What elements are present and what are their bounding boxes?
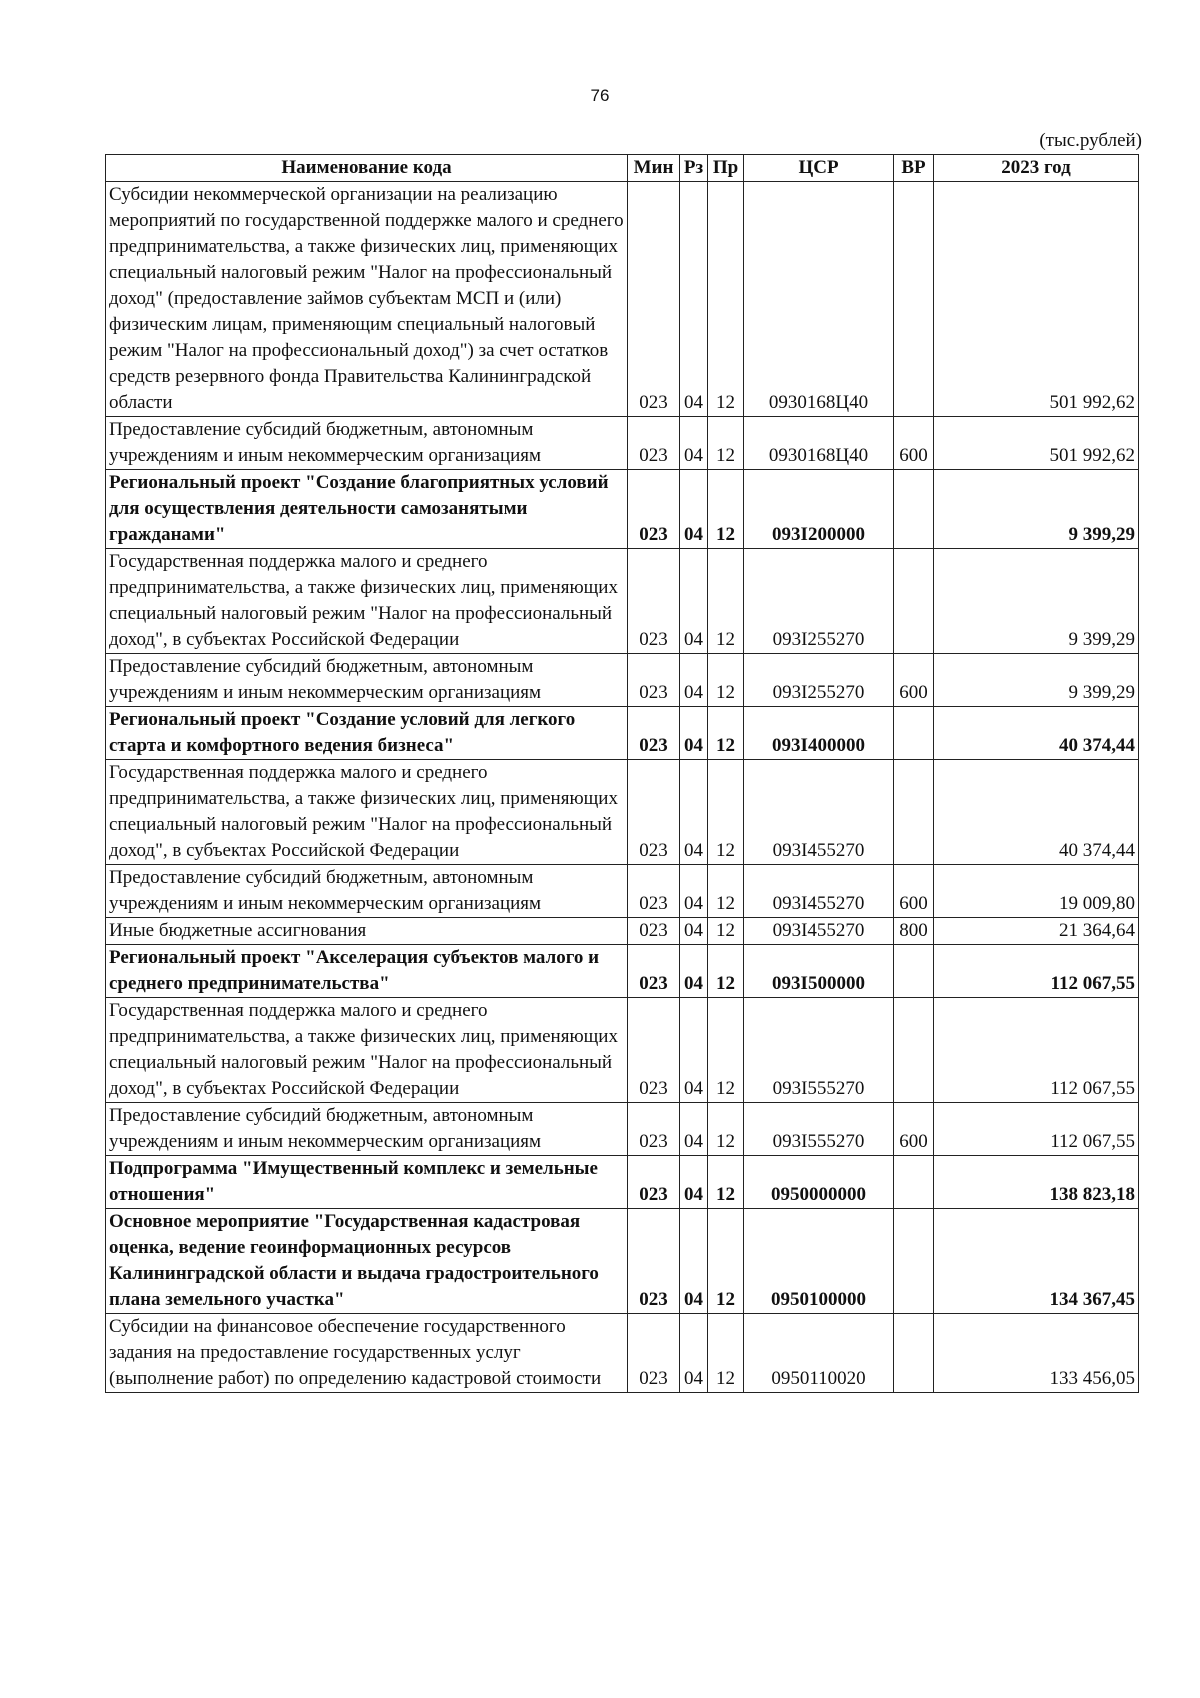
row-rz: 04 [680, 549, 708, 654]
row-csr: 0930168Ц40 [744, 182, 894, 417]
table-row [106, 549, 1139, 654]
row-pr: 12 [708, 945, 744, 998]
row-csr: 0950110020 [744, 1314, 894, 1393]
row-vr [894, 182, 934, 417]
row-vr [894, 470, 934, 549]
row-name: Региональный проект "Создание благоприятных условий для осуществления деятельности самозанятыми гражданами" [106, 470, 628, 549]
row-amount: 9 399,29 [934, 470, 1139, 549]
table-body [106, 182, 1139, 1393]
row-amount: 19 009,80 [934, 865, 1139, 918]
row-vr: 600 [894, 1103, 934, 1156]
row-amount: 501 992,62 [934, 417, 1139, 470]
row-vr [894, 1209, 934, 1314]
row-rz: 04 [680, 470, 708, 549]
row-min: 023 [628, 865, 680, 918]
row-pr: 12 [708, 1314, 744, 1393]
row-vr: 600 [894, 417, 934, 470]
table-row [106, 1103, 1139, 1156]
table-row [106, 918, 1139, 945]
row-pr: 12 [708, 760, 744, 865]
row-vr [894, 760, 934, 865]
row-vr [894, 1314, 934, 1393]
row-name: Предоставление субсидий бюджетным, автономным учреждениям и иным некоммерческим организациям [106, 417, 628, 470]
row-amount: 133 456,05 [934, 1314, 1139, 1393]
row-pr: 12 [708, 865, 744, 918]
header-name: Наименование кода [106, 155, 628, 182]
row-csr: 093I500000 [744, 945, 894, 998]
row-rz: 04 [680, 182, 708, 417]
row-pr: 12 [708, 1103, 744, 1156]
row-csr: 0930168Ц40 [744, 417, 894, 470]
row-amount: 9 399,29 [934, 654, 1139, 707]
row-name: Государственная поддержка малого и среднего предпринимательства, а также физических лиц, применяющих специальный налоговый режим "Налог на профессиональный доход", в субъектах Российской Федерации [106, 549, 628, 654]
table-row [106, 998, 1139, 1103]
row-pr: 12 [708, 707, 744, 760]
table-row [106, 182, 1139, 417]
row-name: Субсидии на финансовое обеспечение государственного задания на предоставление государственных услуг (выполнение работ) по определению кадастровой стоимости [106, 1314, 628, 1393]
row-csr: 093I555270 [744, 1103, 894, 1156]
table-row [106, 1156, 1139, 1209]
row-vr: 600 [894, 865, 934, 918]
row-csr: 0950000000 [744, 1156, 894, 1209]
row-min: 023 [628, 1209, 680, 1314]
row-vr [894, 945, 934, 998]
header-csr: ЦСР [744, 155, 894, 182]
row-amount: 40 374,44 [934, 707, 1139, 760]
row-csr: 0950100000 [744, 1209, 894, 1314]
row-pr: 12 [708, 182, 744, 417]
row-rz: 04 [680, 1314, 708, 1393]
row-pr: 12 [708, 470, 744, 549]
table-row [106, 470, 1139, 549]
row-vr [894, 707, 934, 760]
row-name: Предоставление субсидий бюджетным, автономным учреждениям и иным некоммерческим организациям [106, 865, 628, 918]
row-rz: 04 [680, 707, 708, 760]
row-csr: 093I455270 [744, 760, 894, 865]
table-row [106, 1314, 1139, 1393]
row-pr: 12 [708, 1209, 744, 1314]
table-row [106, 865, 1139, 918]
header-year: 2023 год [934, 155, 1139, 182]
table-row [106, 1209, 1139, 1314]
row-amount: 112 067,55 [934, 1103, 1139, 1156]
row-name: Подпрограмма "Имущественный комплекс и земельные отношения" [106, 1156, 628, 1209]
row-rz: 04 [680, 918, 708, 945]
row-name: Предоставление субсидий бюджетным, автономным учреждениям и иным некоммерческим организациям [106, 1103, 628, 1156]
row-csr: 093I555270 [744, 998, 894, 1103]
row-amount: 138 823,18 [934, 1156, 1139, 1209]
row-csr: 093I455270 [744, 865, 894, 918]
header-vr: ВР [894, 155, 934, 182]
table-row [106, 945, 1139, 998]
row-min: 023 [628, 1103, 680, 1156]
row-amount: 40 374,44 [934, 760, 1139, 865]
table-row [106, 760, 1139, 865]
row-rz: 04 [680, 760, 708, 865]
row-amount: 9 399,29 [934, 549, 1139, 654]
row-name: Основное мероприятие "Государственная кадастровая оценка, ведение геоинформационных ресурсов Калининградской области и выдача градостроительного плана земельного участка" [106, 1209, 628, 1314]
row-vr [894, 1156, 934, 1209]
row-vr [894, 549, 934, 654]
table-row [106, 707, 1139, 760]
row-vr: 800 [894, 918, 934, 945]
row-rz: 04 [680, 654, 708, 707]
row-min: 023 [628, 549, 680, 654]
row-pr: 12 [708, 654, 744, 707]
row-pr: 12 [708, 998, 744, 1103]
row-amount: 134 367,45 [934, 1209, 1139, 1314]
row-min: 023 [628, 1156, 680, 1209]
row-name: Предоставление субсидий бюджетным, автономным учреждениям и иным некоммерческим организациям [106, 654, 628, 707]
row-min: 023 [628, 707, 680, 760]
row-amount: 21 364,64 [934, 918, 1139, 945]
row-min: 023 [628, 945, 680, 998]
row-min: 023 [628, 654, 680, 707]
budget-table [105, 154, 1139, 1393]
table-row [106, 417, 1139, 470]
row-rz: 04 [680, 1103, 708, 1156]
units-label: (тыс.рублей) [1039, 130, 1142, 151]
row-name: Государственная поддержка малого и среднего предпринимательства, а также физических лиц, применяющих специальный налоговый режим "Налог на профессиональный доход", в субъектах Российской Федерации [106, 760, 628, 865]
row-min: 023 [628, 470, 680, 549]
row-min: 023 [628, 918, 680, 945]
row-vr: 600 [894, 654, 934, 707]
row-name: Региональный проект "Акселерация субъектов малого и среднего предпринимательства" [106, 945, 628, 998]
row-pr: 12 [708, 1156, 744, 1209]
header-min: Мин [628, 155, 680, 182]
header-pr: Пр [708, 155, 744, 182]
row-amount: 112 067,55 [934, 945, 1139, 998]
row-csr: 093I200000 [744, 470, 894, 549]
row-rz: 04 [680, 945, 708, 998]
table-row [106, 654, 1139, 707]
row-vr [894, 998, 934, 1103]
row-pr: 12 [708, 417, 744, 470]
row-name: Государственная поддержка малого и среднего предпринимательства, а также физических лиц, применяющих специальный налоговый режим "Налог на профессиональный доход", в субъектах Российской Федерации [106, 998, 628, 1103]
row-csr: 093I455270 [744, 918, 894, 945]
row-pr: 12 [708, 918, 744, 945]
row-name: Субсидии некоммерческой организации на реализацию мероприятий по государственной поддержке малого и среднего предпринимательства, а также физических лиц, применяющих специальный налоговый режим "Налог на профессиональный доход" (предоставление займов субъектам МСП и (или) физическим лицам, применяющим специальный налоговый режим "Налог на профессиональный доход") за счет остатков средств резервного фонда Правительства Калининградской области [106, 182, 628, 417]
row-rz: 04 [680, 865, 708, 918]
row-min: 023 [628, 760, 680, 865]
row-csr: 093I255270 [744, 654, 894, 707]
row-name: Региональный проект "Создание условий для легкого старта и комфортного ведения бизнеса" [106, 707, 628, 760]
row-csr: 093I255270 [744, 549, 894, 654]
row-rz: 04 [680, 998, 708, 1103]
header-rz: Рз [680, 155, 708, 182]
row-min: 023 [628, 182, 680, 417]
row-rz: 04 [680, 1209, 708, 1314]
row-rz: 04 [680, 1156, 708, 1209]
row-amount: 112 067,55 [934, 998, 1139, 1103]
page-number: 76 [590, 86, 610, 105]
row-min: 023 [628, 1314, 680, 1393]
row-min: 023 [628, 417, 680, 470]
table-header-row [106, 155, 1139, 182]
row-name: Иные бюджетные ассигнования [106, 918, 628, 945]
row-min: 023 [628, 998, 680, 1103]
row-rz: 04 [680, 417, 708, 470]
row-pr: 12 [708, 549, 744, 654]
row-amount: 501 992,62 [934, 182, 1139, 417]
row-csr: 093I400000 [744, 707, 894, 760]
